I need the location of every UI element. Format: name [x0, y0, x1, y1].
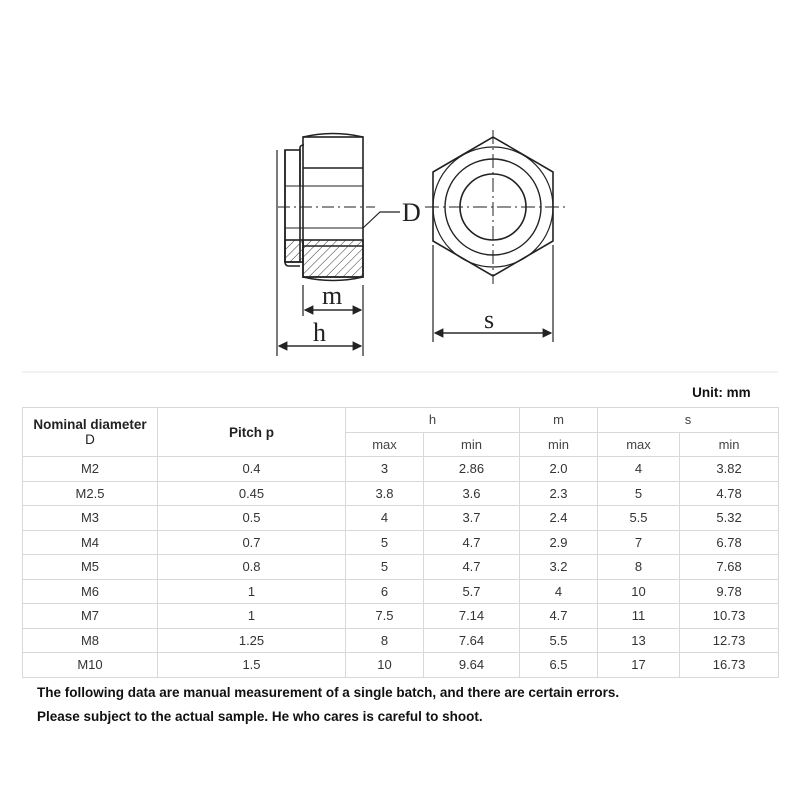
table-cell: 4.7	[424, 555, 520, 580]
table-row	[23, 481, 779, 506]
table-cell: 7.64	[424, 628, 520, 653]
table-cell: 8	[598, 555, 680, 580]
table-cell: 1	[158, 579, 346, 604]
table-cell: M5	[23, 555, 158, 580]
table-cell: 5.7	[424, 579, 520, 604]
table-cell: 13	[598, 628, 680, 653]
table-cell: 17	[598, 653, 680, 678]
table-cell: M6	[23, 579, 158, 604]
table-cell: 8	[346, 628, 424, 653]
table-row	[23, 555, 779, 580]
header-h: h	[346, 408, 520, 433]
table-cell: 7.14	[424, 604, 520, 629]
nut-technical-drawing	[0, 0, 800, 380]
table-row	[23, 604, 779, 629]
table-cell: 0.4	[158, 457, 346, 482]
unit-row	[23, 377, 779, 408]
spec-table-container	[22, 377, 778, 678]
table-cell: 6.78	[680, 530, 779, 555]
height-label: h	[313, 318, 326, 347]
table-cell: 5.5	[598, 506, 680, 531]
header-s-min: min	[680, 432, 779, 457]
spec-table-body	[23, 457, 779, 678]
table-cell: M7	[23, 604, 158, 629]
table-cell: 4	[598, 457, 680, 482]
table-cell: 4.7	[520, 604, 598, 629]
table-cell: 5	[346, 555, 424, 580]
header-nominal-line1: Nominal diameter	[33, 417, 147, 432]
table-cell: 2.86	[424, 457, 520, 482]
table-cell: 10	[598, 579, 680, 604]
table-cell: 3.8	[346, 481, 424, 506]
header-row-1	[23, 408, 779, 433]
header-m: m	[520, 408, 598, 433]
table-cell: M2	[23, 457, 158, 482]
table-cell: 0.7	[158, 530, 346, 555]
table-cell: 3.82	[680, 457, 779, 482]
note-line-1: The following data are manual measurement of a single batch, and there are certain errors.	[37, 685, 620, 700]
table-row	[23, 457, 779, 482]
table-cell: 3.7	[424, 506, 520, 531]
note-line-2: Please subject to the actual sample. He who cares is careful to shoot.	[37, 709, 483, 724]
nut-front-view	[425, 130, 565, 284]
table-cell: 5	[598, 481, 680, 506]
table-row	[23, 628, 779, 653]
table-cell: 2.4	[520, 506, 598, 531]
table-cell: 2.0	[520, 457, 598, 482]
header-nominal-line2: D	[85, 432, 95, 447]
table-cell: 1.25	[158, 628, 346, 653]
thread-length-label: m	[322, 281, 343, 310]
table-cell: 0.8	[158, 555, 346, 580]
table-cell: 0.45	[158, 481, 346, 506]
table-cell: 6	[346, 579, 424, 604]
table-cell: 3.2	[520, 555, 598, 580]
table-cell: 7.68	[680, 555, 779, 580]
table-cell: M3	[23, 506, 158, 531]
table-row	[23, 506, 779, 531]
unit-label: Unit: mm	[23, 377, 779, 408]
header-h-max: max	[346, 432, 424, 457]
table-cell: 5	[346, 530, 424, 555]
header-m-min: min	[520, 432, 598, 457]
spec-table	[22, 377, 779, 678]
table-cell: M2.5	[23, 481, 158, 506]
table-row	[23, 530, 779, 555]
table-cell: M10	[23, 653, 158, 678]
table-cell: 1	[158, 604, 346, 629]
table-cell: 3	[346, 457, 424, 482]
notes	[37, 681, 777, 729]
table-cell: 10.73	[680, 604, 779, 629]
table-cell: 2.3	[520, 481, 598, 506]
diameter-label: D	[402, 198, 421, 227]
table-cell: 4.78	[680, 481, 779, 506]
table-cell: 2.9	[520, 530, 598, 555]
header-pitch: Pitch p	[158, 408, 346, 457]
table-row	[23, 579, 779, 604]
table-cell: 7.5	[346, 604, 424, 629]
table-cell: M4	[23, 530, 158, 555]
header-s-max: max	[598, 432, 680, 457]
table-cell: M8	[23, 628, 158, 653]
table-cell: 4	[520, 579, 598, 604]
table-cell: 3.6	[424, 481, 520, 506]
table-cell: 5.32	[680, 506, 779, 531]
table-cell: 11	[598, 604, 680, 629]
table-cell: 4	[346, 506, 424, 531]
table-cell: 9.78	[680, 579, 779, 604]
nut-side-view	[278, 134, 400, 281]
table-cell: 10	[346, 653, 424, 678]
table-cell: 12.73	[680, 628, 779, 653]
table-cell: 16.73	[680, 653, 779, 678]
table-cell: 6.5	[520, 653, 598, 678]
table-cell: 4.7	[424, 530, 520, 555]
table-cell: 5.5	[520, 628, 598, 653]
width-flats-label: s	[484, 305, 495, 334]
table-cell: 7	[598, 530, 680, 555]
table-cell: 9.64	[424, 653, 520, 678]
table-cell: 0.5	[158, 506, 346, 531]
header-s: s	[598, 408, 779, 433]
header-h-min: min	[424, 432, 520, 457]
table-row	[23, 653, 779, 678]
table-cell: 1.5	[158, 653, 346, 678]
header-nominal-diameter	[23, 408, 158, 457]
